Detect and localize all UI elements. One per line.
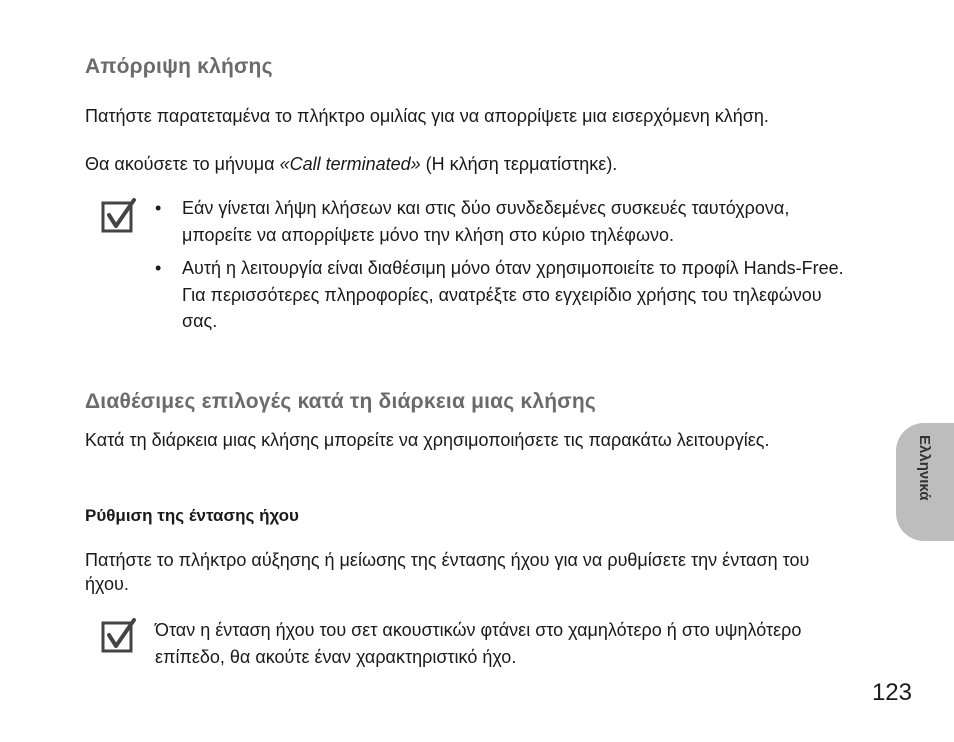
note-bullet-item: • Αυτή η λειτουργία είναι διαθέσιμη μόνο όταν χρησιμοποιείτε το προφίλ Hands-Free. Για περισσότερες πληροφορίες, ανατρέξτε στο εγχειρίδιο χρήσης του τηλεφώνου σας. [155, 255, 855, 335]
language-tab-label: Ελληνικά [916, 435, 933, 501]
volume-instructions: Πατήστε το πλήκτρο αύξησης ή μείωσης της έντασης ήχου για να ρυθμίσετε την ένταση του ήχου. [85, 550, 810, 594]
page-number: 123 [871, 679, 912, 706]
call-options-intro: Κατά τη διάρκεια μιας κλήσης μπορείτε να χρησιμοποιήσετε τις παρακάτω λειτουργίες. [85, 430, 770, 450]
section-title-call-options: Διαθέσιμες επιλογές κατά τη διάρκεια μιας κλήσης [85, 390, 596, 413]
note-bullet-list [155, 195, 855, 335]
note-bullet-item: • Εάν γίνεται λήψη κλήσεων και στις δύο συνδεδεμένες συσκευές ταυτόχρονα, μπορείτε να απορρίψετε μόνο την κλήση στο κύριο τηλέφωνο. [155, 195, 855, 248]
note-icon-2 [101, 618, 137, 659]
reject-instructions: Πατήστε παρατεταμένα το πλήκτρο ομιλίας για να απορρίψετε μια εισερχόμενη κλήση. [85, 106, 769, 126]
note-icon-1 [101, 198, 137, 239]
reject-message-suffix: (Η κλήση τερματίστηκε). [420, 154, 618, 174]
reject-message-quote: «Call terminated» [279, 154, 421, 174]
reject-message-info [85, 152, 875, 176]
volume-note: Όταν η ένταση ήχου του σετ ακουστικών φτάνει στο χαμηλότερο ή στο υψηλότερο επίπεδο, θα ακούτε έναν χαρακτηριστικό ήχο. [155, 620, 802, 667]
subsection-title-volume: Ρύθμιση της έντασης ήχου [85, 506, 299, 525]
language-side-tab [896, 423, 954, 541]
section-title-call-reject: Απόρριψη κλήσης [85, 55, 273, 78]
reject-message-prefix: Θα ακούσετε το μήνυμα [85, 154, 280, 174]
checkbox-check-icon [101, 618, 137, 654]
checkbox-check-icon [101, 198, 137, 234]
